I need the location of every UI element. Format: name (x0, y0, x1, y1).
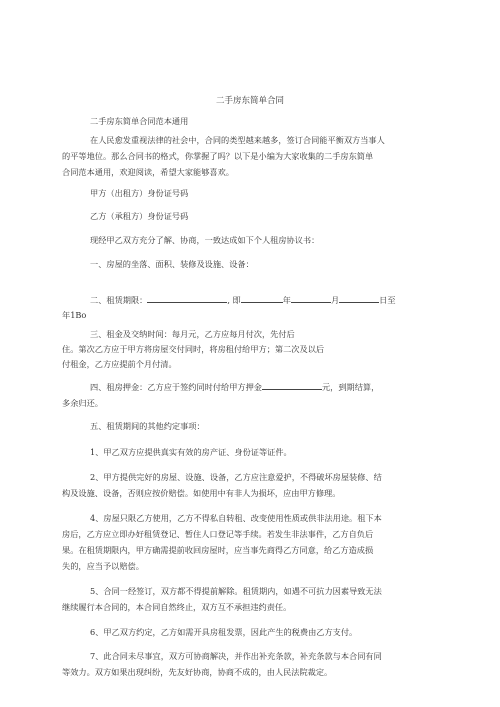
item-2-line-1: 2、甲方提供完好的房屋、设施、设备，乙方应注意爱护，不得破坏房屋装修、结 (90, 472, 382, 482)
section-3-line-1: 三、租金及交纳时间：每月元，乙方应每月付次，先付后 (90, 329, 295, 339)
deposit-prefix: 四、租房押金：乙方应于签约同时付给甲方押金 (90, 382, 262, 392)
item-2-line-2: 构及设施、设备，否则应按价赔偿。如使用中有非人为损坏，应由甲方修理。 (62, 488, 341, 498)
item-4-line-3: 果。在租赁期限内，甲方确需提前收回房屋时，应当事先商得乙方同意，给乙方造成损 (62, 545, 374, 555)
section-3-line-3: 付租金，乙方应提前个月付清。 (62, 359, 177, 369)
agreement-line: 现经甲乙双方充分了解、协商，一致达成如下个人租房协议书： (90, 235, 320, 245)
document-title: 二手房东简单合同 (215, 96, 284, 106)
item-4-line-1: 4、房屋只限乙方使用，乙方不得私自转租、改变使用性质或供非法用途。租下本 (90, 513, 382, 523)
section-2-term (90, 292, 440, 308)
item-5-line-2: 继续履行本合同的，本合同自然终止，双方互不承担违约责任。 (62, 602, 292, 612)
item-4-line-4: 失的，应当予以赔偿。 (62, 561, 144, 571)
term-month: 月 (330, 295, 340, 305)
section-3-line-2: 住。第次乙方应于甲方将房屋交付同时，将房租付给甲方；第二次及以后 (62, 344, 325, 354)
section-4-line-2: 多余归还。 (62, 398, 103, 408)
day-blank-field (339, 292, 379, 303)
item-5-line-1: 5、合同一经签订，双方都不得提前解除。租赁期内，如遇不可抗力因素导致无法 (90, 586, 382, 596)
term-mid: , 即 (227, 295, 241, 305)
item-7-line-1: 7、此合同未尽事宜，双方可协商解决，并作出补充条款，补充条款与本合同有同 (90, 651, 382, 661)
section-4-deposit (90, 379, 440, 395)
item-1: 1、甲乙双方应提供真实有效的房产证、身份证等证件。 (90, 447, 292, 457)
item-6: 6、甲乙双方约定，乙方如需开具房租发票，因此产生的税费由乙方支付。 (90, 627, 358, 637)
section-1-location: 一、房屋的坐落、面积、装修及设施、设备： (90, 259, 254, 269)
term-blank-field (147, 292, 227, 303)
month-blank-field (291, 292, 331, 303)
section-2-line-2: 年1Bo (62, 310, 87, 320)
item-7-line-2: 等效力。双方如果出现纠纷，先友好协商，协商不成的，由人民法院裁定。 (62, 667, 333, 677)
document-subtitle: 二手房东简单合同范本通用 (90, 116, 189, 126)
item-4-line-2: 房后，乙方应立即办好租赁登记、暂住人口登记等手续。若发生非法事件，乙方自负后 (62, 529, 374, 539)
section-5-heading: 五、租赁期间的其他约定事项： (90, 421, 205, 431)
intro-line-2: 的平等地位。那么合同书的格式，你掌握了吗？以下是小编为大家收集的二手房东简单 (62, 151, 374, 161)
year-blank-field (241, 292, 283, 303)
term-prefix: 二、租赁期限： (90, 295, 148, 305)
party-a-line: 甲方（出租方）身份证号码 (90, 188, 189, 198)
intro-line-3: 合同范本通用，欢迎阅读，希望大家能够喜欢。 (62, 167, 234, 177)
term-day-to: 日至 (379, 295, 396, 305)
party-b-line: 乙方（承租方）身份证号码 (90, 211, 189, 221)
deposit-suffix: 元，到期结算， (321, 382, 380, 392)
intro-line-1: 在人民愈发重视法律的社会中，合同的类型越来越多，签订合同能平衡双方当事人 (90, 135, 385, 145)
term-year: 年 (282, 295, 291, 305)
deposit-blank-field (262, 379, 322, 390)
